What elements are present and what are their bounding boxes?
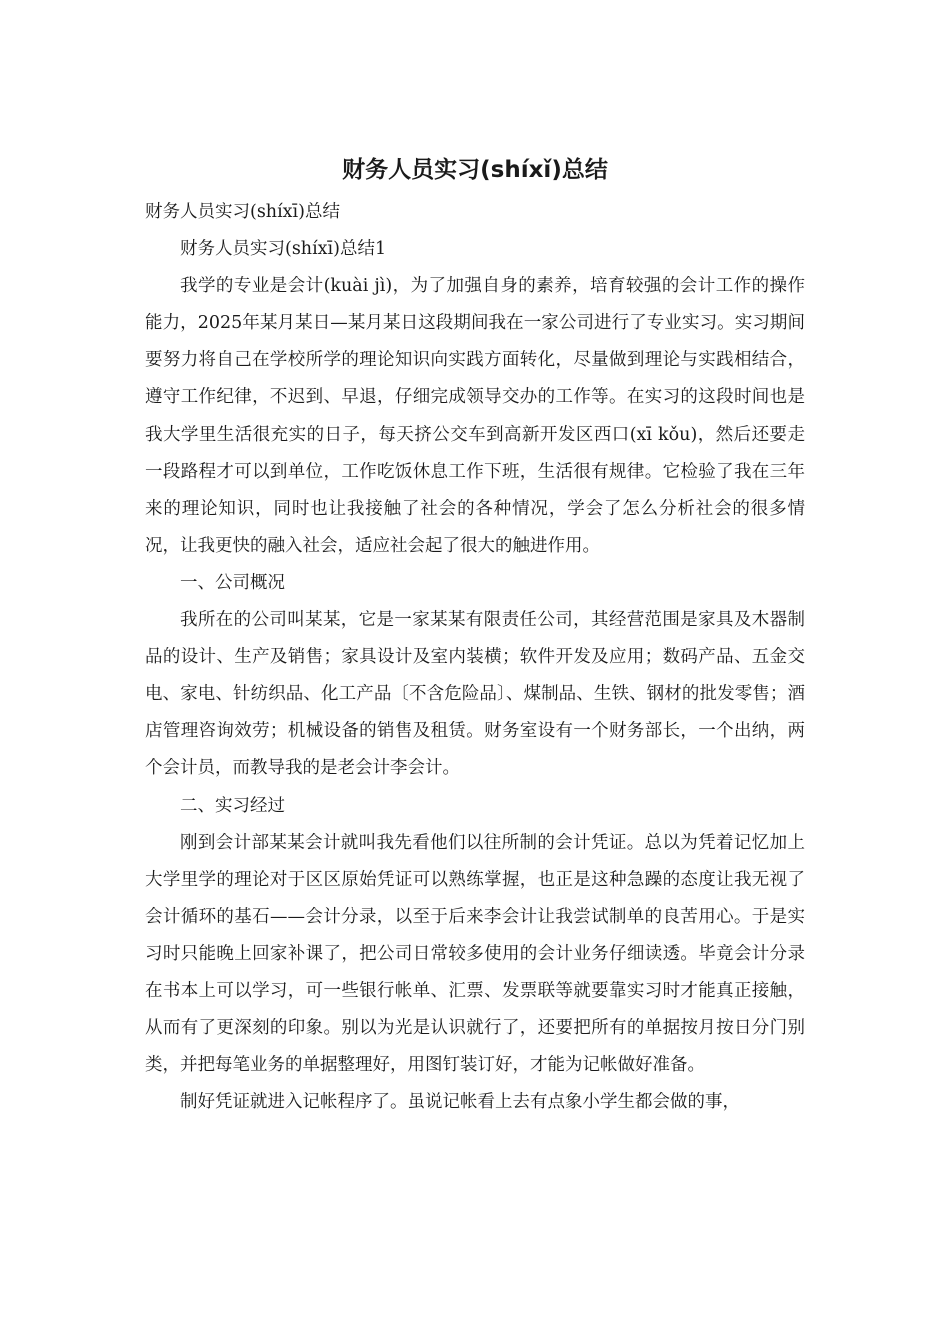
paragraph-bookkeeping: 制好凭证就进入记帐程序了。虽说记帐看上去有点象小学生都会做的事， xyxy=(180,1092,740,1113)
paragraph-intro: 我学的专业是会计(kuài jì)，为了加强自身的素养，培育较强的会计工作的操作能力，2025年某月某日—某月某日这段期间我在一家公司进行了专业实习。实习期间要努力将自己在学校所学的理论知识向实践方面转化，尽量做到理论与实践相结合，遵守工作纪律，不迟到、早退，仔细完成领导交办的工作等。在实习的这段时间也是我大学里生活很充实的日子，每天挤公交车到高新开发区西口(xī kǒu)，然后还要走一段路程才可以到单位，工作吃饭休息工作下班，生活很有规律。它检验了我在三年来的理论知识，同时也让我接触了社会的各种情况，学会了怎么分析社会的很多情况，让我更快的融入社会，适应社会起了很大的触进作用。 xyxy=(145,276,805,556)
heading-internship-process: 二、实习经过 xyxy=(180,795,285,816)
paragraph-process: 刚到会计部某某会计就叫我先看他们以往所制的会计凭证。总以为凭着记忆加上大学里学的理论对于区区原始凭证可以熟练掌握，也正是这种急躁的态度让我无视了会计循环的基石——会计分录，以至于后来李会计让我尝试制单的良苦用心。于是实习时只能晚上回家补课了，把公司日常较多使用的会计业务仔细读透。毕竟会计分录在书本上可以学习，可一些银行帐单、汇票、发票联等就要靠实习时才能真正接触，从而有了更深刻的印象。别以为光是认识就行了，还要把所有的单据按月按日分门别类，并把每笔业务的单据整理好，用图钉装订好，才能为记帐做好准备。 xyxy=(145,832,805,1076)
paragraph-company: 我所在的公司叫某某，它是一家某某有限责任公司，其经营范围是家具及木器制品的设计、生产及销售；家具设计及室内装横；软件开发及应用；数码产品、五金交电、家电、针纺织品、化工产品〔不含危险品〕、煤制品、生铁、钢材的批发零售；酒店管理咨询效劳；机械设备的销售及租赁。财务室设有一个财务部长，一个出纳，两个会计员，而教导我的是老会计李会计。 xyxy=(145,610,805,779)
section-heading: 财务人员实习(shíxī)总结1 xyxy=(180,239,387,260)
document-body xyxy=(145,194,805,1121)
document-title: 财务人员实习(shíxǐ)总结 xyxy=(342,157,608,183)
document-subtitle: 财务人员实习(shíxī)总结 xyxy=(145,202,340,222)
heading-company-overview: 一、公司概况 xyxy=(180,572,285,593)
